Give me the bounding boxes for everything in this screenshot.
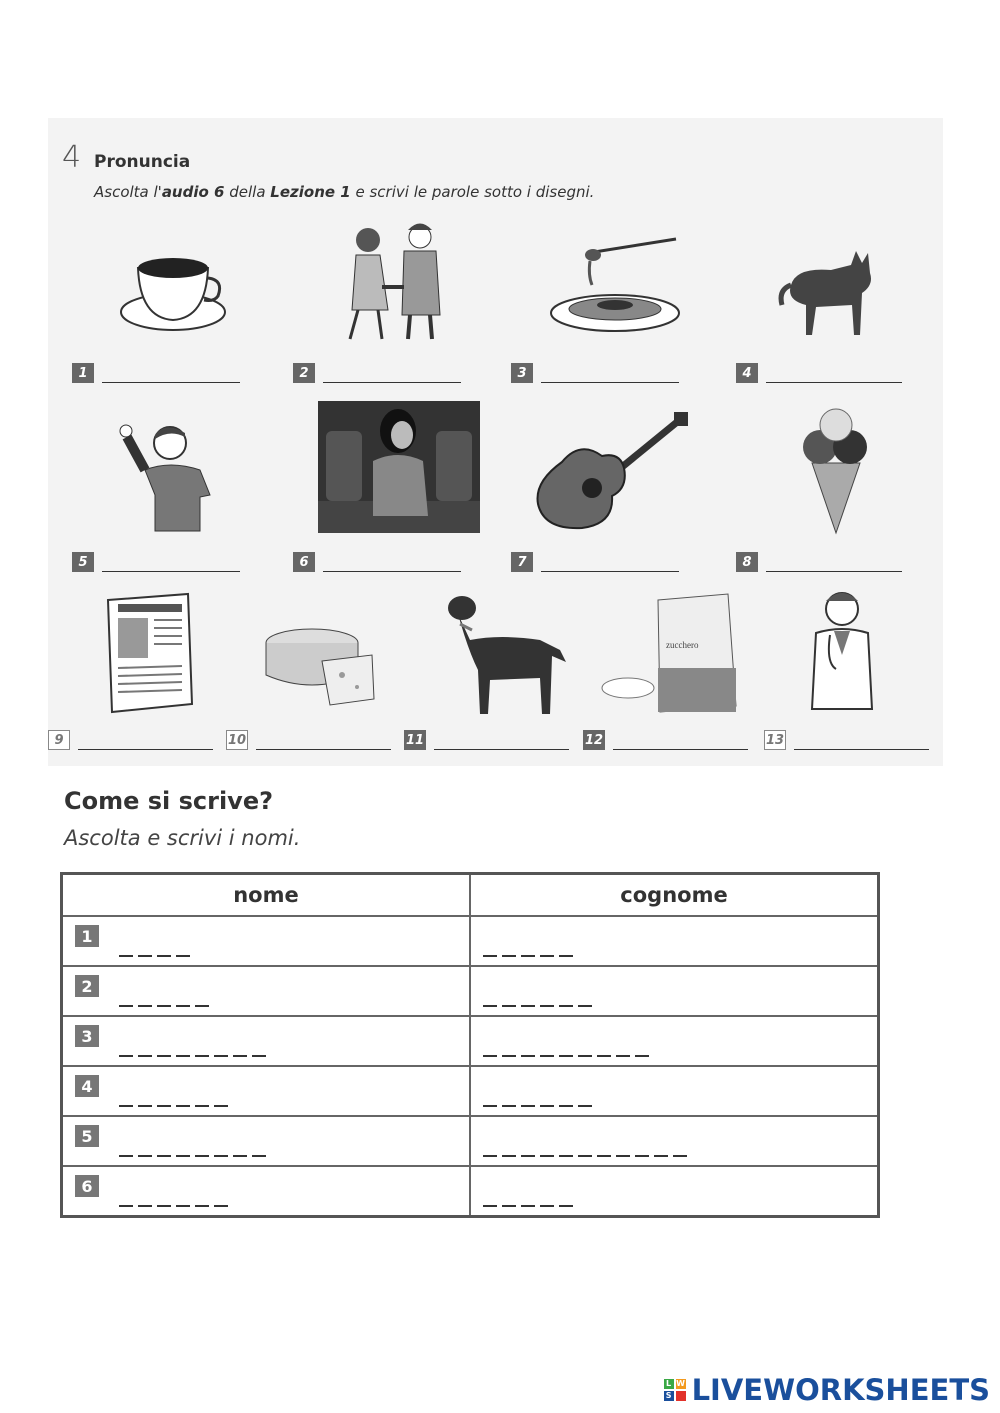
column-header-cognome: cognome	[470, 874, 879, 917]
answer-slot: 3	[511, 363, 679, 383]
logo-icon: L W S	[664, 1379, 686, 1401]
letter-dash	[559, 1205, 573, 1207]
cognome-cell[interactable]	[470, 1116, 879, 1166]
letter-dash	[138, 1105, 152, 1107]
letter-dash	[119, 1205, 133, 1207]
cognome-letter-dashes	[483, 1205, 573, 1207]
answer-slot: 6	[293, 552, 461, 572]
ice-cream-picture	[798, 405, 874, 535]
answer-slot: 4	[736, 363, 902, 383]
letter-dash	[578, 1105, 592, 1107]
letter-dash	[157, 1155, 171, 1157]
answer-line[interactable]	[102, 368, 240, 383]
letter-dash	[483, 1005, 497, 1007]
row-number-badge: 5	[75, 1125, 99, 1147]
letter-dash	[540, 1105, 554, 1107]
letter-dash	[673, 1155, 687, 1157]
table-body	[62, 916, 879, 1217]
nome-letter-dashes	[119, 1055, 266, 1057]
letter-dash	[138, 1005, 152, 1007]
section-instruction: Ascolta e scrivi i nomi.	[64, 826, 301, 850]
row-number-badge: 6	[75, 1175, 99, 1197]
letter-dash	[195, 1205, 209, 1207]
letter-dash	[138, 1055, 152, 1057]
answer-line[interactable]	[323, 557, 461, 572]
nome-letter-dashes	[119, 1205, 228, 1207]
letter-dash	[119, 955, 133, 957]
letter-dash	[597, 1155, 611, 1157]
letter-dash	[195, 1055, 209, 1057]
newspaper-picture	[102, 592, 194, 714]
letter-dash	[195, 1105, 209, 1107]
letter-dash	[597, 1055, 611, 1057]
letter-dash	[214, 1055, 228, 1057]
answer-line[interactable]	[766, 557, 902, 572]
exercise-title: Pronuncia	[94, 152, 191, 172]
answer-line[interactable]	[541, 557, 679, 572]
letter-dash	[138, 1155, 152, 1157]
row-number-badge: 4	[75, 1075, 99, 1097]
cognome-cell[interactable]	[470, 966, 879, 1016]
letter-dash	[502, 1105, 516, 1107]
answer-slot: 5	[72, 552, 240, 572]
letter-dash	[176, 1155, 190, 1157]
table-row	[62, 1166, 879, 1217]
nome-letter-dashes	[119, 1005, 209, 1007]
brand-name: LIVEWORKSHEETS	[691, 1373, 990, 1407]
letter-dash	[483, 955, 497, 957]
letter-dash	[616, 1055, 630, 1057]
letter-dash	[119, 1005, 133, 1007]
nome-cell[interactable]	[62, 1066, 471, 1116]
letter-dash	[540, 955, 554, 957]
table-row	[62, 916, 879, 966]
answer-line[interactable]	[434, 735, 569, 750]
letter-dash	[559, 1055, 573, 1057]
answer-line[interactable]	[256, 735, 391, 750]
dog-picture	[440, 590, 570, 718]
letter-dash	[521, 1055, 535, 1057]
doctor-picture	[806, 585, 878, 710]
letter-dash	[176, 1205, 190, 1207]
letter-dash	[214, 1105, 228, 1107]
letter-dash	[502, 955, 516, 957]
cognome-cell[interactable]	[470, 916, 879, 966]
nome-letter-dashes	[119, 1155, 266, 1157]
letter-dash	[195, 1005, 209, 1007]
exercise-number: 4	[62, 140, 82, 175]
row-number-badge: 3	[75, 1025, 99, 1047]
nome-letter-dashes	[119, 1105, 228, 1107]
letter-dash	[176, 1005, 190, 1007]
column-header-nome: nome	[62, 874, 471, 917]
answer-slot: 11	[404, 730, 569, 750]
answer-slot: 8	[736, 552, 902, 572]
letter-dash	[540, 1005, 554, 1007]
answer-slot: 2	[293, 363, 461, 383]
waving-man-picture	[115, 415, 215, 533]
letter-dash	[540, 1055, 554, 1057]
letter-dash	[578, 1005, 592, 1007]
letter-dash	[578, 1055, 592, 1057]
nome-letter-dashes	[119, 955, 190, 957]
letter-dash	[559, 1105, 573, 1107]
letter-dash	[176, 1105, 190, 1107]
table-header-row	[62, 874, 879, 917]
sugar-label: zucchero	[666, 640, 699, 650]
cognome-cell[interactable]	[470, 1166, 879, 1217]
nome-cell[interactable]	[62, 966, 471, 1016]
nome-cell[interactable]	[62, 1166, 471, 1217]
cheese-picture	[262, 625, 377, 707]
letter-dash	[233, 1155, 247, 1157]
letter-dash	[502, 1005, 516, 1007]
handshake-picture	[330, 215, 460, 340]
answer-slot: 10	[226, 730, 391, 750]
letter-dash	[540, 1205, 554, 1207]
cat-picture	[776, 245, 876, 340]
table-row	[62, 966, 879, 1016]
nome-cell[interactable]	[62, 916, 471, 966]
letter-dash	[483, 1055, 497, 1057]
coffee-cup-picture	[118, 240, 228, 335]
letter-dash	[176, 1055, 190, 1057]
nome-cell[interactable]	[62, 1016, 471, 1066]
table-row	[62, 1116, 879, 1166]
letter-dash	[616, 1155, 630, 1157]
answer-line[interactable]	[766, 368, 902, 383]
answer-slot: 1	[72, 363, 240, 383]
letter-dash	[502, 1055, 516, 1057]
letter-dash	[119, 1155, 133, 1157]
letter-dash	[119, 1105, 133, 1107]
letter-dash	[252, 1055, 266, 1057]
letter-dash	[252, 1155, 266, 1157]
letter-dash	[521, 1005, 535, 1007]
letter-dash	[157, 1055, 171, 1057]
cognome-letter-dashes	[483, 1055, 649, 1057]
answer-slot: 9	[48, 730, 213, 750]
letter-dash	[521, 1155, 535, 1157]
answer-line[interactable]	[794, 735, 929, 750]
letter-dash	[654, 1155, 668, 1157]
section-title: Come si scrive?	[64, 787, 274, 815]
answer-slot: 13	[764, 730, 929, 750]
letter-dash	[559, 955, 573, 957]
letter-dash	[214, 1155, 228, 1157]
cognome-letter-dashes	[483, 1105, 592, 1107]
letter-dash	[157, 1005, 171, 1007]
liveworksheets-logo	[664, 1373, 990, 1407]
cognome-cell[interactable]	[470, 1016, 879, 1066]
letter-dash	[233, 1055, 247, 1057]
cognome-letter-dashes	[483, 1155, 687, 1157]
spaghetti-picture	[548, 235, 683, 335]
table-row	[62, 1066, 879, 1116]
letter-dash	[521, 1105, 535, 1107]
names-table	[60, 872, 880, 1218]
letter-dash	[635, 1155, 649, 1157]
nome-cell[interactable]	[62, 1116, 471, 1166]
letter-dash	[559, 1155, 573, 1157]
exercise-instruction: Ascolta l'audio 6 della Lezione 1 e scrivi le parole sotto i disegni.	[94, 183, 595, 201]
letter-dash	[483, 1205, 497, 1207]
letter-dash	[157, 955, 171, 957]
letter-dash	[176, 955, 190, 957]
cinema-woman-picture	[318, 401, 480, 533]
letter-dash	[521, 1205, 535, 1207]
answer-line[interactable]	[323, 368, 461, 383]
letter-dash	[138, 955, 152, 957]
answer-slot: 7	[511, 552, 679, 572]
letter-dash	[521, 955, 535, 957]
letter-dash	[214, 1205, 228, 1207]
letter-dash	[157, 1105, 171, 1107]
letter-dash	[483, 1105, 497, 1107]
letter-dash	[540, 1155, 554, 1157]
row-number-badge: 1	[75, 925, 99, 947]
answer-line[interactable]	[541, 368, 679, 383]
letter-dash	[502, 1155, 516, 1157]
sugar-bag-picture	[600, 588, 740, 716]
answer-line[interactable]	[613, 735, 748, 750]
answer-slot: 12	[583, 730, 748, 750]
letter-dash	[635, 1055, 649, 1057]
letter-dash	[502, 1205, 516, 1207]
answer-line[interactable]	[102, 557, 240, 572]
row-number-badge: 2	[75, 975, 99, 997]
cognome-letter-dashes	[483, 1005, 592, 1007]
letter-dash	[483, 1155, 497, 1157]
letter-dash	[578, 1155, 592, 1157]
guitar-picture	[532, 412, 690, 532]
letter-dash	[195, 1155, 209, 1157]
cognome-cell[interactable]	[470, 1066, 879, 1116]
cognome-letter-dashes	[483, 955, 573, 957]
letter-dash	[157, 1205, 171, 1207]
table-row	[62, 1016, 879, 1066]
letter-dash	[559, 1005, 573, 1007]
letter-dash	[138, 1205, 152, 1207]
answer-line[interactable]	[78, 735, 213, 750]
letter-dash	[119, 1055, 133, 1057]
